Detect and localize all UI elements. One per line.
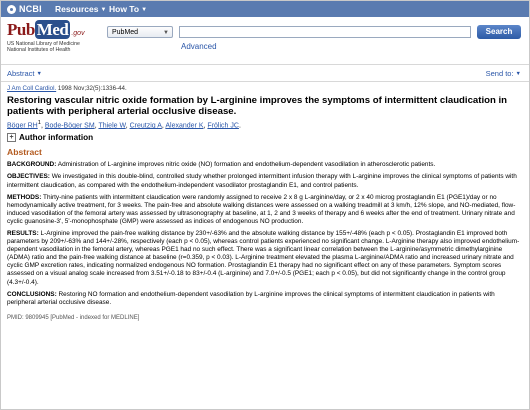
article-abstract bbox=[7, 85, 523, 321]
ncbi-logo-icon bbox=[7, 5, 16, 14]
nih-line: National Institutes of Health bbox=[7, 47, 71, 53]
section-label: BACKGROUND: bbox=[7, 161, 57, 169]
author-link[interactable]: Frölich JC bbox=[207, 122, 239, 130]
ncbi-logo-text: NCBI bbox=[19, 4, 42, 14]
send-to-menu[interactable] bbox=[486, 69, 521, 78]
display-bar bbox=[1, 64, 529, 82]
chevron-down-icon: ▼ bbox=[36, 71, 42, 77]
section-label: RESULTS: bbox=[7, 229, 39, 237]
howto-menu[interactable] bbox=[109, 4, 147, 14]
format-menu-label: Abstract bbox=[7, 69, 35, 78]
author-link[interactable]: Bode-Böger SM bbox=[44, 122, 95, 130]
advanced-search-link[interactable]: Advanced bbox=[181, 42, 217, 51]
pubmed-logo-gov: .gov bbox=[71, 30, 85, 37]
abstract-heading: Abstract bbox=[7, 147, 42, 158]
resources-menu[interactable] bbox=[55, 4, 106, 14]
database-select-value: PubMed bbox=[112, 29, 139, 36]
section-text: L-Arginine improved the pain-free walking distance by 230+/-63% and the absolute walking distance by 155+/-48% (each p < 0.05). Prostaglandin E1 improved both parameters by 209+/-63% and 144+/-28%, respectively (each p < 0.05), whereas control patients experienced no significant change. L-Arginine therapy also improved endothelium-dependent vasodilation in the femoral artery, whereas PGE1 had no such effect. There was a significant linear correlation between the L-arginine/asymmetric dimethylarginine (ADMA) ratio and the pain-free walking distance at baseline (r=0.359, p < 0.03). L-Arginine treatment elevated the plasma L-arginine/ADMA ratio and increased urinary nitrate and cyclic GMP excretion rates, indicating normalized endogenous NO formation. Prostaglandin E1 therapy had no significant effect on any of these parameters. Symptom scores assessed on a visual analog scale increased from 3.51+/-0.18 to 83+/-0.4 (L-arginine) and 7.0+/-0.5 (PGE1; each p < 0.05), but did not significantly change in the control group (4.3+/-0.4). bbox=[7, 229, 520, 286]
database-select[interactable] bbox=[107, 26, 173, 38]
author-link[interactable]: Thiele W bbox=[98, 122, 126, 130]
article-title: Restoring vascular nitric oxide formation by L-arginine improves the symptoms of intermittent claudication in patients with peripheral arterial occlusive disease. bbox=[7, 95, 508, 117]
journal-link[interactable]: J Am Coll Cardiol. bbox=[7, 85, 57, 92]
author-information-label: Author information bbox=[19, 133, 94, 143]
citation-details: 1998 Nov;32(5):1336-44. bbox=[56, 85, 127, 92]
abstract-section-results bbox=[7, 230, 523, 287]
search-input[interactable] bbox=[179, 26, 471, 38]
citation bbox=[7, 85, 523, 92]
pubmed-logo-pub: Pub bbox=[7, 20, 35, 39]
pubmed-logo[interactable] bbox=[7, 20, 85, 40]
search-header bbox=[1, 17, 529, 55]
chevron-down-icon: ▼ bbox=[100, 7, 107, 13]
resources-menu-label: Resources bbox=[55, 4, 99, 14]
section-text: Thirty-nine patients with intermittent claudication were randomly assigned to receive 2 x 8 g L-arginine/day, or 2 x 40 microg prostaglandin E1 (PGE1)/day or no hemodynamically active treatment, for 3 weeks. The pain-free and absolute walking distances were assessed on a walking treadmill at 3 km/h, 12% slope, and NO-mediated, flow-induced vasodilation of the femoral artery was assessed by ultrasonography at baseline, at 1, 2 and 3 weeks of therapy and 6 weeks after the end of treatment. Urinary nitrate and cyclic guanosine-3', 5'-monophosphate (GMP) were assessed as indices of endogenous NO production. bbox=[7, 193, 516, 225]
author-information-toggle[interactable] bbox=[7, 133, 523, 142]
pubmed-logo-med: Med bbox=[36, 20, 69, 39]
author-link[interactable]: Alexander K bbox=[165, 122, 204, 130]
section-label: METHODS: bbox=[7, 193, 42, 201]
send-to-label: Send to: bbox=[485, 69, 514, 78]
chevron-down-icon: ▼ bbox=[163, 30, 169, 36]
section-label: OBJECTIVES: bbox=[7, 173, 50, 181]
section-text: Administration of L-arginine improves nitric oxide (NO) formation and endothelium-dependent vasodilation in atherosclerotic patients. bbox=[56, 161, 436, 169]
ncbi-top-bar bbox=[1, 1, 529, 17]
author-link[interactable]: Creutzig A bbox=[129, 122, 162, 130]
ncbi-logo[interactable] bbox=[7, 4, 42, 14]
howto-menu-label: How To bbox=[109, 4, 140, 14]
author-list: Böger $RH^1$, Bode-Böger SM, Thiele W, Creutzig A, Alexander K, Frölich JC. bbox=[7, 120, 241, 130]
section-text: Restoring NO formation and endothelium-dependent vasodilation by L-arginine improves the clinical symptoms of intermittent claudication in patients with peripheral arterial occlusive disease. bbox=[7, 290, 495, 306]
pmid-line: PMID: 9809945 [PubMed - indexed for MEDLINE] bbox=[7, 314, 140, 321]
chevron-down-icon: ▼ bbox=[141, 7, 148, 13]
abstract-section-methods bbox=[7, 194, 523, 226]
abstract-section-background bbox=[7, 161, 523, 169]
nlm-subtitle bbox=[7, 41, 137, 53]
section-text: We investigated in this double-blind, controlled study whether prolonged intermittent infusion therapy with L-arginine improves the clinical symptoms of patients with intermittent claudication, as compared with the endothelium-independent vasodilator prostaglandin E1, and control patients. bbox=[7, 173, 517, 189]
plus-icon: + bbox=[7, 133, 16, 142]
chevron-down-icon: ▼ bbox=[515, 71, 521, 77]
abstract-section-conclusions bbox=[7, 291, 523, 307]
format-menu[interactable] bbox=[7, 69, 42, 78]
author-link[interactable]: Böger RH bbox=[7, 122, 38, 130]
search-button[interactable]: Search bbox=[477, 25, 521, 39]
abstract-section-objectives bbox=[7, 173, 523, 189]
section-label: CONCLUSIONS: bbox=[7, 290, 57, 298]
nlm-line: US National Library of Medicine bbox=[7, 41, 80, 47]
